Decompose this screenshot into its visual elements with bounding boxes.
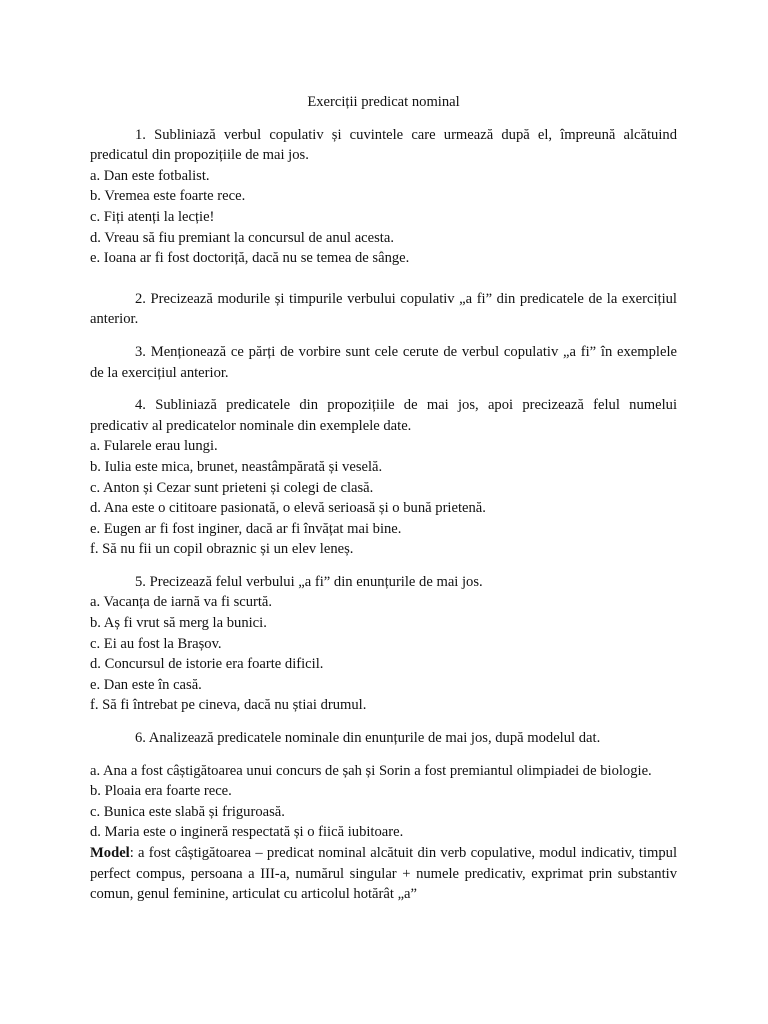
exercise-1-item: a. Dan este fotbalist. [90, 167, 210, 184]
exercise-1-item: d. Vreau să fiu premiant la concursul de anul acesta. [90, 229, 394, 246]
model-answer [90, 843, 677, 905]
exercise-4-prompt: 4. Subliniază predicatele din propozițiile de mai jos, apoi precizează felul numelui predicativ al predicatelor nominale din exemplele date. [90, 397, 677, 434]
exercise-6-item: a. Ana a fost câștigătoarea unui concurs de șah și Sorin a fost premiantul olimpiadei de biologie. [90, 762, 652, 779]
exercise-4-item: f. Să nu fii un copil obraznic și un elev leneș. [90, 541, 354, 558]
exercise-5-item: f. Să fi întrebat pe cineva, dacă nu știai drumul. [90, 697, 367, 714]
exercise-4-item: c. Anton și Cezar sunt prieteni și colegi de clasă. [90, 479, 374, 496]
exercise-6-item: d. Maria este o ingineră respectată și o fiică iubitoare. [90, 824, 404, 841]
exercise-5-item: e. Dan este în casă. [90, 676, 202, 693]
exercise-5-item: d. Concursul de istorie era foarte dificil. [90, 656, 324, 673]
model-text: : a fost câștigătoarea – predicat nominal alcătuit din verb copulative, modul indicativ, timpul perfect compus, persoana a III-a, numărul singular + numele predicativ, exprimat prin substantiv comun, genul feminine, articulat cu articolul hotărât „a” [90, 845, 677, 903]
exercise-4-item: a. Fularele erau lungi. [90, 438, 218, 455]
exercise-3-prompt: 3. Menționează ce părți de vorbire sunt cele cerute de verbul copulativ „a fi” în exemplele de la exercițiul anterior. [90, 343, 677, 381]
exercise-1-item: e. Ioana ar fi fost doctoriță, dacă nu se temea de sânge. [90, 250, 410, 267]
spacer [90, 716, 677, 728]
exercise-5-item: b. Aș fi vrut să merg la bunici. [90, 615, 267, 632]
exercise-5-prompt: 5. Precizează felul verbului „a fi” din enunțurile de mai jos. [135, 573, 483, 590]
exercise-5-item: a. Vacanța de iarnă va fi scurtă. [90, 594, 273, 611]
page-title: Exerciții predicat nominal [307, 94, 460, 110]
exercise-1-item: c. Fiți atenți la lecție! [90, 208, 215, 225]
model-label: Model [90, 845, 130, 861]
exercise-6-item: b. Ploaia era foarte rece. [90, 783, 232, 800]
spacer [90, 560, 677, 572]
spacer [90, 383, 677, 395]
spacer [90, 749, 677, 761]
document-body [90, 92, 677, 905]
spacer [90, 269, 677, 289]
exercise-6-item: c. Bunica este slabă și friguroasă. [90, 803, 285, 820]
exercise-4-item: b. Iulia este mica, brunet, neastâmpărată și veselă. [90, 458, 383, 475]
spacer [90, 330, 677, 342]
exercise-6-prompt: 6. Analizează predicatele nominale din enunțurile de mai jos, după modelul dat. [135, 730, 601, 747]
exercise-4-item: d. Ana este o cititoare pasionată, o elevă serioasă și o bună prietenă. [90, 500, 486, 517]
exercise-4-item: e. Eugen ar fi fost inginer, dacă ar fi învățat mai bine. [90, 520, 402, 537]
exercise-1-item: b. Vremea este foarte rece. [90, 188, 246, 205]
exercise-5-item: c. Ei au fost la Brașov. [90, 635, 222, 652]
exercise-1-prompt: 1. Subliniază verbul copulativ și cuvintele care urmează după el, împreună alcătuind predicatul din propozițiile de mai jos. [90, 126, 677, 164]
exercise-2-prompt: 2. Precizează modurile și timpurile verbului copulativ „a fi” din predicatele de la exercițiul anterior. [90, 290, 677, 328]
